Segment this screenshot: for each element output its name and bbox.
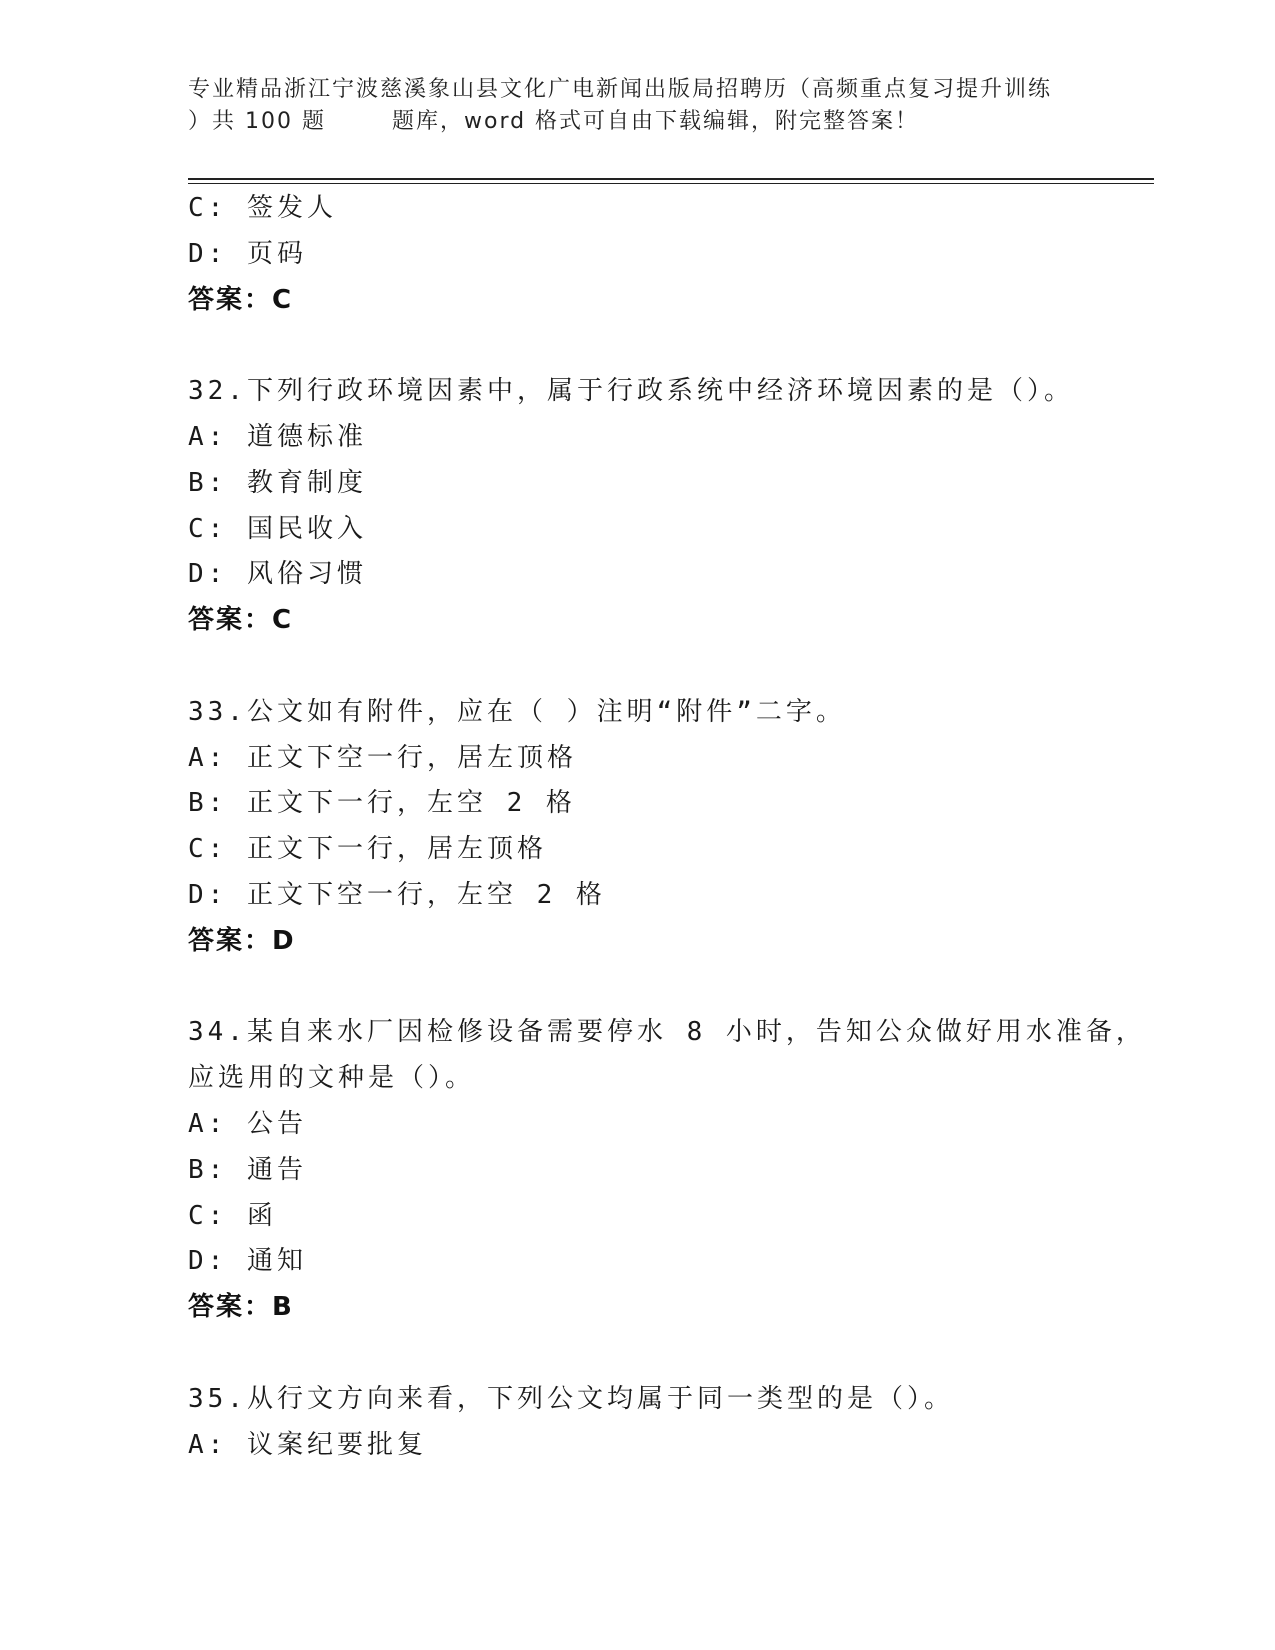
option-c: C: 函 xyxy=(188,1200,277,1231)
question-text: 32.下列行政环境因素中，属于行政系统中经济环境因素的是（）。 xyxy=(188,376,1074,407)
answer-label: 答案：C xyxy=(188,284,294,315)
question-block-34 xyxy=(188,1010,1148,1331)
option-d: D: 页码 xyxy=(188,238,307,269)
answer-label: 答案：D xyxy=(188,925,296,956)
header-title-line1: 专业精品浙江宁波慈溪象山县文化广电新闻出版局招聘历（高频重点复习提升训练 xyxy=(188,77,1053,102)
question-text: 35.从行文方向来看，下列公文均属于同一类型的是（）。 xyxy=(188,1383,954,1414)
option-b: B: 通告 xyxy=(188,1154,307,1185)
question-block-32 xyxy=(188,369,1148,644)
question-text-line2: 应选用的文种是（）。 xyxy=(188,1063,476,1094)
question-block-33 xyxy=(188,690,1148,965)
question-spacer xyxy=(188,1331,1148,1377)
question-spacer xyxy=(188,644,1148,690)
question-list xyxy=(188,186,1148,1468)
header-divider-thin xyxy=(188,183,1154,184)
option-d: D: 正文下空一行，左空 2 格 xyxy=(188,879,606,910)
answer-label: 答案：C xyxy=(188,605,294,636)
question-block-35 xyxy=(188,1377,1148,1469)
header-divider-thick xyxy=(188,178,1154,180)
question-text: 33.公文如有附件，应在（ ）注明“附件”二字。 xyxy=(188,696,846,727)
question-text-line1: 34.某自来水厂因检修设备需要停水 8 小时，告知公众做好用水准备， xyxy=(188,1017,1146,1048)
option-a: A: 公告 xyxy=(188,1108,307,1139)
option-d: D: 风俗习惯 xyxy=(188,559,367,590)
question-block-31 xyxy=(188,186,1148,323)
header-question-count: ）共 100 题 xyxy=(188,109,326,134)
document-header xyxy=(188,74,1148,138)
option-a: A: 正文下空一行，居左顶格 xyxy=(188,742,577,773)
option-b: B: 正文下一行，左空 2 格 xyxy=(188,788,576,819)
option-c: C: 正文下一行，居左顶格 xyxy=(188,834,547,865)
option-c: C: 签发人 xyxy=(188,193,337,223)
option-b: B: 教育制度 xyxy=(188,467,367,498)
option-c: C: 国民收入 xyxy=(188,513,367,544)
option-a: A: 议案纪要批复 xyxy=(188,1429,427,1460)
header-title-line2 xyxy=(188,106,1148,138)
question-spacer xyxy=(188,323,1148,369)
question-spacer xyxy=(188,965,1148,1011)
option-a: A: 道德标准 xyxy=(188,421,367,452)
option-d: D: 通知 xyxy=(188,1246,307,1277)
answer-label: 答案：B xyxy=(188,1292,294,1323)
header-description: 题库，word 格式可自由下载编辑，附完整答案！ xyxy=(391,109,920,134)
